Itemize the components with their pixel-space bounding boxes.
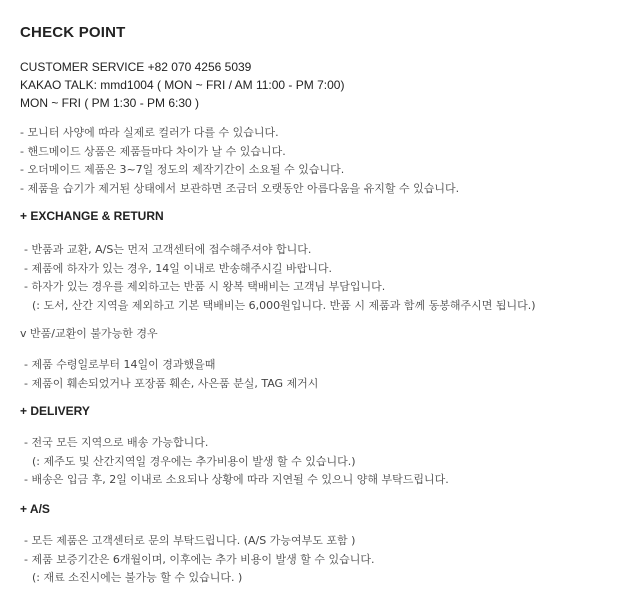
delivery-heading: + DELIVERY <box>20 404 90 418</box>
as-item: - 모든 제품은 고객센터로 문의 부탁드립니다. (A/S 가능여부도 포함 ) <box>24 534 356 547</box>
as-item: - 제품 보증기간은 6개월이며, 이후에는 추가 비용이 발생 할 수 있습니다. <box>24 552 375 566</box>
exchange-return-heading: + EXCHANGE & RETURN <box>20 209 164 223</box>
unavailable-heading: v 반품/교환이 불가능한 경우 <box>20 327 158 340</box>
exchange-return-list <box>20 241 536 315</box>
note-item: - 제품을 습기가 제거된 상태에서 보관하면 조금더 오랫동안 아름다움을 유지할 수 있습니다. <box>20 181 460 195</box>
delivery-list <box>20 434 449 490</box>
note-item: - 모니터 사양에 따라 실제로 컬러가 다를 수 있습니다. <box>20 126 279 139</box>
exchange-shipping-note: (: 도서, 산간 지역을 제외하고 기본 택배비는 6,000원입니다. 반품 시 제품과 함께 동봉해주시면 됩니다.) <box>32 298 536 312</box>
as-heading: + A/S <box>20 502 50 516</box>
unavailable-item: - 제품이 훼손되었거나 포장품 훼손, 사은품 분실, TAG 제거시 <box>24 376 319 390</box>
contact-info <box>20 58 344 112</box>
as-material-note: (: 재료 소진시에는 불가능 할 수 있습니다. ) <box>32 571 243 584</box>
note-item: - 오더메이드 제품은 3~7일 정도의 제작기간이 소요될 수 있습니다. <box>20 163 345 176</box>
note-item: - 핸드메이드 상품은 제품들마다 차이가 날 수 있습니다. <box>20 144 286 158</box>
page-title: CHECK POINT <box>20 24 126 41</box>
exchange-item: - 하자가 있는 경우를 제외하고는 반품 시 왕복 택배비는 고객님 부담입니다. <box>24 280 386 293</box>
customer-service-line: CUSTOMER SERVICE +82 070 4256 5039 <box>20 60 252 74</box>
product-notes <box>20 124 459 198</box>
exchange-item: - 반품과 교환, A/S는 먼저 고객센터에 접수해주셔야 합니다. <box>24 243 312 256</box>
delivery-item: - 전국 모든 지역으로 배송 가능합니다. <box>24 436 209 449</box>
delivery-item: - 배송은 입금 후, 2일 이내로 소요되나 상황에 따라 지연될 수 있으니 양해 부탁드립니다. <box>24 473 449 486</box>
unavailable-list <box>20 356 318 393</box>
exchange-item: - 제품에 하자가 있는 경우, 14일 이내로 반송해주시길 바랍니다. <box>24 261 332 275</box>
delivery-extra-cost-note: (: 제주도 및 산간지역일 경우에는 추가비용이 발생 할 수 있습니다.) <box>32 454 356 468</box>
kakao-talk-line: KAKAO TALK: mmd1004 ( MON ~ FRI / AM 11:00 - PM 7:00) <box>20 78 345 92</box>
as-list <box>20 532 374 588</box>
business-hours-line: MON ~ FRI ( PM 1:30 - PM 6:30 ) <box>20 96 200 110</box>
unavailable-item: - 제품 수령일로부터 14일이 경과했을때 <box>24 358 216 371</box>
